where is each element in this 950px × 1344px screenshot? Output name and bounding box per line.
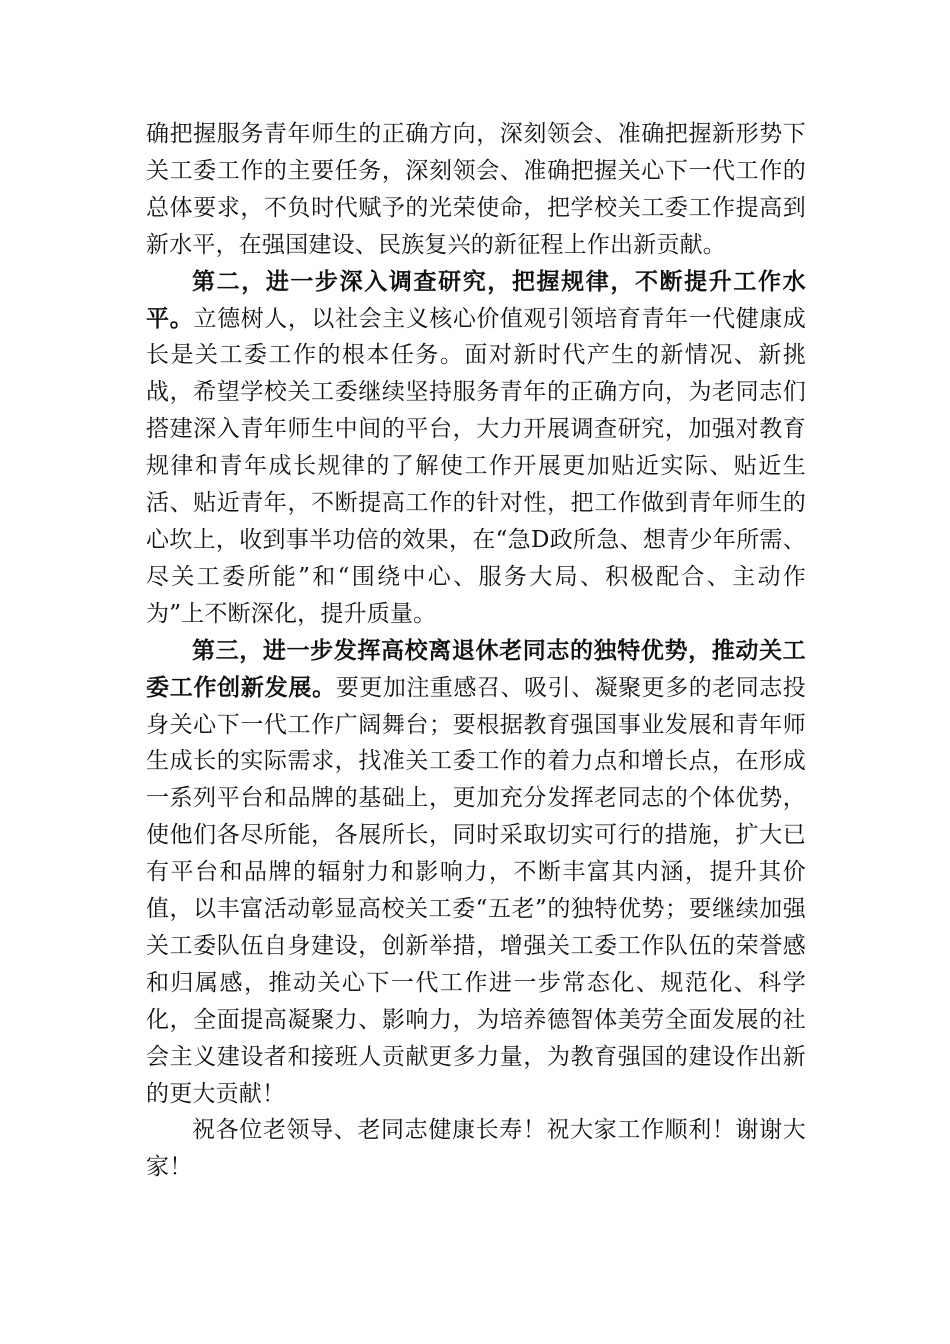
paragraph-text: 立德树人，以社会主义核心价值观引领培育青年一代健康成长是关工委工作的根本任务。面对新时代产生的新情况、新挑战，希望学校关工委继续坚持服务青年的正确方向，为老同志们搭建深入青年师生中间的平台，大力开展调查研究，加强对教育规律和青年成长规律的了解使工作开展更加贴近实际、贴近生活、贴近青年，不断提高工作的针对性，把工作做到青年师生的心坎上，收到事半功倍的效果，在“急D政所急、想青少年所需、尽关工委所能”和“围绕中心、服务大局、积极配合、主动作为”上不断深化，提升质量。: [146, 305, 806, 627]
paragraph-second-point: [146, 264, 806, 633]
paragraph-heading: 第二，进一步深入调查研究，把握规律，不断提升工作水平。: [146, 268, 806, 332]
paragraph-text: 祝各位老领导、老同志健康长寿！祝大家工作顺利！谢谢大家！: [146, 1117, 806, 1181]
paragraph-heading: 第三，进一步发挥高校离退休老同志的独特优势，推动关工委工作创新发展。: [146, 637, 806, 701]
paragraph-text: 确把握服务青年师生的正确方向，深刻领会、准确把握新形势下关工委工作的主要任务，深刻领会、准确把握关心下一代工作的总体要求，不负时代赋予的光荣使命，把学校关工委工作提高到新水平，在强国建设、民族复兴的新征程上作出新贡献。: [146, 121, 806, 258]
paragraph-third-point: [146, 633, 806, 1113]
paragraph-closing: [146, 1112, 806, 1186]
paragraph-text: 要更加注重感召、吸引、凝聚更多的老同志投身关心下一代工作广阔舞台；要根据教育强国事业发展和青年师生成长的实际需求，找准关工委工作的着力点和增长点，在形成一系列平台和品牌的基础上，更加充分发挥老同志的个体优势，使他们各尽所能，各展所长，同时采取切实可行的措施，扩大已有平台和品牌的辐射力和影响力，不断丰富其内涵，提升其价值，以丰富活动彰显高校关工委“五老”的独特优势；要继续加强关工委队伍自身建设，创新举措，增强关工委工作队伍的荣誉感和归属感，推动关心下一代工作进一步常态化、规范化、科学化，全面提高凝聚力、影响力，为培养德智体美劳全面发展的社会主义建设者和接班人贡献更多力量，为教育强国的建设作出新的更大贡献！: [146, 674, 807, 1107]
paragraph-continuation: [146, 116, 806, 264]
document-page: [146, 116, 806, 1186]
